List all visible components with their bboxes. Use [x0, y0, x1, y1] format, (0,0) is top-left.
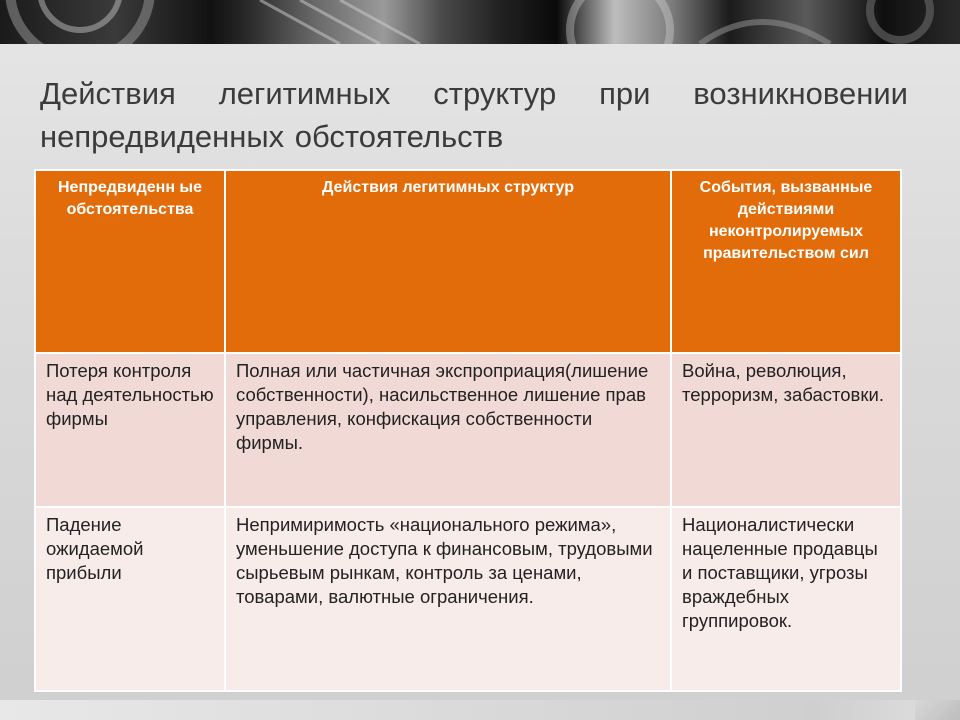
comparison-table: [34, 169, 902, 692]
table-header-row: [35, 170, 901, 353]
table-row: [35, 507, 901, 691]
cell-circumstance: Потеря контроля над деятельностью фирмы: [35, 353, 225, 507]
cell-legitimate-action: Полная или частичная экспроприация(лишение собственности), насильственное лишение прав управления, конфискация собственности фирмы.: [225, 353, 671, 507]
column-header-legitimate-actions: Действия легитимных структур: [225, 170, 671, 353]
column-header-uncontrolled-events: События, вызванные действиями неконтролируемых правительством сил: [671, 170, 901, 353]
corner-decoration: [915, 700, 960, 720]
page-title: Действия легитимных структур при возникновении непредвиденных обстоятельств: [40, 76, 908, 154]
banner-graphic: [0, 0, 960, 44]
bottom-decorative-strip: [0, 700, 960, 720]
cell-legitimate-action: Непримиримость «национального режима», уменьшение доступа к финансовым, трудовыми сырьевым рынкам, контроль за ценами, товарами, валютные ограничения.: [225, 507, 671, 691]
cell-uncontrolled-event: Война, революция, терроризм, забастовки.: [671, 353, 901, 507]
column-header-circumstances: Непредвиденн ые обстоятельства: [35, 170, 225, 353]
cell-circumstance: Падение ожидаемой прибыли: [35, 507, 225, 691]
table-row: [35, 353, 901, 507]
decorative-banner-image: [0, 0, 960, 44]
cell-uncontrolled-event: Националистически нацеленные продавцы и поставщики, угрозы враждебных группировок.: [671, 507, 901, 691]
